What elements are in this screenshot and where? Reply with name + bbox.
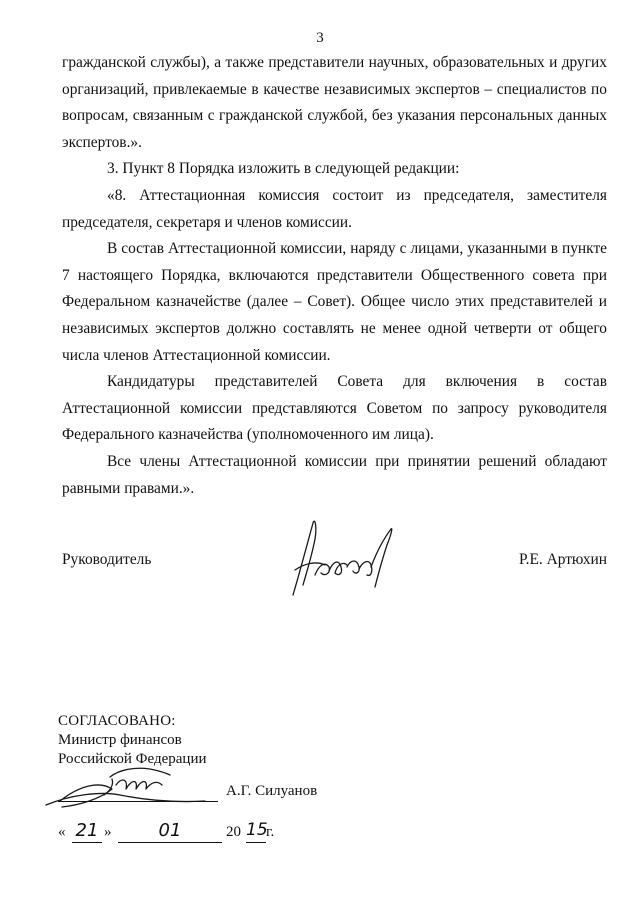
paragraph-candidates: Кандидатуры представителей Совета для включения в состав Аттестационной комиссии представляются Советом по запросу руководителя Федерального казначейства (уполномоченного им лица). [62,373,607,444]
approval-heading: СОГЛАСОВАНО: [58,713,176,729]
approval-position-line-1: Министр финансов [58,732,182,748]
date-close-quote: » [104,824,112,840]
document-body [62,50,607,502]
paragraph-item-3: 3. Пункт 8 Порядка изложить в следующей редакции: [107,160,460,178]
date-month: 01 [118,820,222,843]
date-year-prefix: 20 [226,824,241,840]
date-day: 21 [72,820,102,843]
minister-name: А.Г. Силуанов [226,783,318,799]
approval-signature-line [58,783,358,807]
paragraph-item-8: «8. Аттестационная комиссия состоит из председателя, заместителя председателя, секретаря и членов комиссии. [62,186,607,231]
handwritten-signature-director [285,515,400,605]
date-open-quote: « [58,824,66,840]
page-number: 3 [316,30,324,46]
date-year-unit: г. [266,824,275,840]
date-year-suffix: 15 [246,820,266,843]
paragraph-composition: В состав Аттестационной комиссии, наряду с лицами, указанными в пункте 7 настоящего Порядка, включаются представители Общественного совета при Федеральном казначействе (далее – Совет). Общее число этих представителей и независимых экспертов должно составлять не менее одной четверти от общего числа членов Аттестационной комиссии. [62,240,607,364]
signatory-position: Руководитель [62,551,152,568]
signature-underline [58,801,218,802]
approval-position-line-2: Российской Федерации [58,751,207,767]
signatory-name: Р.Е. Артюхин [519,551,607,568]
paragraph-continuation: гражданской службы), а также представители научных, образовательных и других организаций, привлекаемые в качестве независимых экспертов – специалистов по вопросам, связанным с гражданской службой, без указания персональных данных экспертов.». [62,54,607,151]
approval-date [58,818,288,848]
paragraph-equal-rights: Все члены Аттестационной комиссии при принятии решений обладают равными правами.». [62,452,607,497]
